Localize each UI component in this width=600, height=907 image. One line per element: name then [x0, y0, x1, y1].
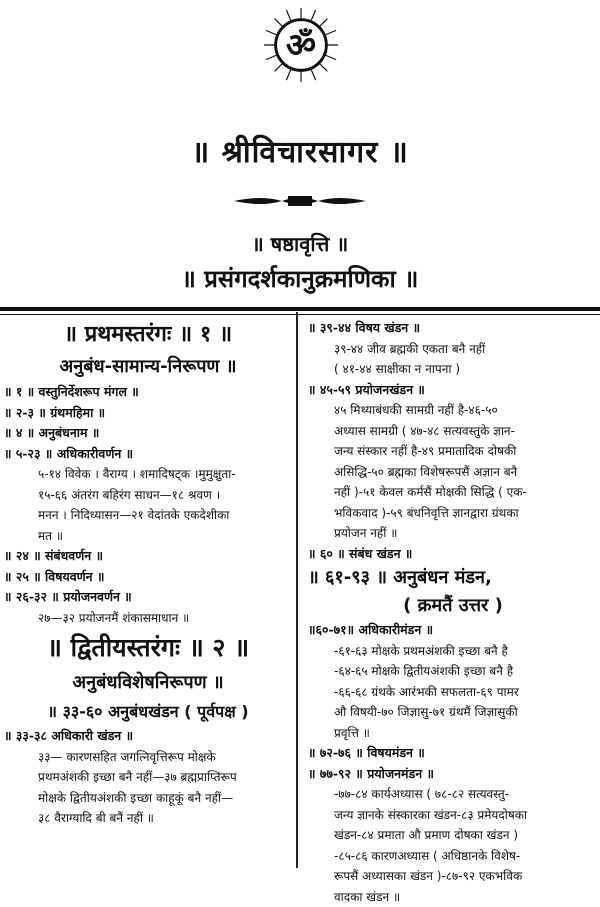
toc-entry: ॥ ७७-९२ ॥ प्रयोजनमंडन ॥	[308, 764, 598, 785]
column-divider	[296, 312, 298, 868]
toc-detail: खंडन-८४ प्रमाता औ प्रमाण दोषका खंडन )	[308, 825, 598, 846]
om-symbol: ॐ	[286, 26, 316, 65]
toc-detail: २७—३२ प्रयोजनमैं शंकासमाधान ॥	[4, 608, 292, 629]
toc-entry: ॥६०-७१॥ अधिकारीमंडन ॥	[308, 620, 598, 641]
toc-entry: ॥ ५-२३ ॥ अधिकारीवर्णन ॥	[4, 444, 292, 465]
header-rule-thick	[0, 307, 600, 311]
toc-detail: ३८ वैराग्यादि बी बनैं नहीं ॥	[4, 808, 292, 829]
toc-detail: वादका खंडन ॥	[308, 887, 598, 907]
toc-detail: -६६-६८ ग्रंथके आरंभकी सफलता-६९ पामर	[308, 682, 598, 703]
toc-detail: जन्य संस्कार नहीं है-४९ प्रमातादिक दोषकी	[308, 441, 598, 462]
toc-entry: ॥ १ ॥ वस्तुनिर्देशरूप मंगल ॥	[4, 382, 292, 403]
toc-detail: प्रयोजन नहीं ॥	[308, 523, 598, 544]
toc-entry: ॥ २-३ ॥ ग्रंथमहिमा ॥	[4, 403, 292, 424]
toc-detail: मत ॥	[4, 526, 292, 547]
toc-title: ॥ प्रसंगदर्शकानुक्रमणिका ॥	[0, 262, 600, 295]
edition-label: ॥ षष्ठावृत्ति ॥	[0, 230, 600, 257]
toc-entry: ॥ ६० ॥ संबंध खंडन ॥	[308, 544, 598, 565]
toc-detail: ४५ मिथ्याबंधकी सामग्री नहीं है-४६-५०	[308, 400, 598, 421]
toc-entry: ॥ ७२-७६ ॥ विषयमंडन ॥	[308, 743, 598, 764]
chapter-heading: ॥ द्वितीयस्तरंगः ॥ २ ॥	[4, 628, 292, 668]
toc-detail: रूपसैं अध्यासका खंडन )-८७-९२ एकभविक	[308, 866, 598, 887]
toc-entry: ॥ २६-३२ ॥ प्रयोजनवर्णन ॥	[4, 587, 292, 608]
toc-detail: -६४-६५ मोक्षके द्वितीयअंशकी इच्छा बनै है	[308, 661, 598, 682]
toc-detail: असिद्धि-५० ब्रह्मका विशेषरूपसैं अज्ञान बनै	[308, 462, 598, 483]
header-rule-thin	[0, 314, 600, 315]
toc-entry: ॥ ४ ॥ अनुबंधनाम ॥	[4, 423, 292, 444]
toc-detail: औ विषयी-७० जिज्ञासु-७१ ग्रंथमैं जिज्ञासुकी	[308, 702, 598, 723]
section-heading: ॥ ६१-९३ ॥ अनुबंधन मंडन,	[308, 564, 598, 592]
toc-detail: अध्यास सामग्री ( ४७-४८ सत्यवस्तुके ज्ञान-	[308, 421, 598, 442]
right-column	[308, 318, 598, 907]
section-subtitle: ( क्रमतैं उत्तर )	[308, 592, 598, 620]
toc-entry: ॥ ३९-४४ विषय खंडन ॥	[308, 318, 598, 339]
om-emblem	[262, 6, 340, 84]
toc-entry: ॥ २५ ॥ विषयवर्णन ॥	[4, 567, 292, 588]
toc-detail: जन्य ज्ञानके संस्कारका खंडन-८३ प्रमेयदोषका	[308, 805, 598, 826]
toc-detail: -८५-८६ कारणअध्यास ( अधिष्ठानके विशेष-	[308, 846, 598, 867]
book-title: ॥ श्रीविचारसागर ॥	[0, 130, 600, 171]
chapter-subtitle: अनुबंधविशेषनिरूपण ॥	[4, 668, 292, 698]
left-column	[4, 318, 292, 829]
toc-entry: ॥ ४५-५९ प्रयोजनखंडन ॥	[308, 380, 598, 401]
toc-detail: ३९-४४ जीव ब्रह्मकी एकता बनै नहीं	[308, 339, 598, 360]
toc-entry: ॥ ३३-३८ अधिकारी खंडन ॥	[4, 726, 292, 747]
toc-detail: -७७-८४ कार्यअध्यास ( ७८-८२ सत्यवस्तु-	[308, 784, 598, 805]
toc-detail: मोक्षके द्वितीयअंशकी इच्छा काहूकूं बनै नहीं—	[4, 788, 292, 809]
chapter-subtitle: अनुबंध-सामान्य-निरूपण ॥	[4, 352, 292, 382]
ornament-divider	[232, 192, 368, 210]
toc-detail: मनन । निदिध्यासन—२१ वेदांतके एकदेशीका	[4, 505, 292, 526]
toc-detail: ५-१४ विवेक । वैराग्य । शमादिषट्क ।मुमुक्षुता-	[4, 464, 292, 485]
toc-detail: ( ४१-४४ साक्षीका न नापना )	[308, 359, 598, 380]
toc-detail: १५-६६ अंतरंग बहिरंग साधन—१८ श्रवण ।	[4, 485, 292, 506]
chapter-heading: ॥ प्रथमस्तरंगः ॥ १ ॥	[4, 318, 292, 352]
section-heading: ॥ ३३-६० अनुबंधखंडन ( पूर्वपक्ष )	[4, 698, 292, 726]
toc-detail: प्रवृत्ति ॥	[308, 723, 598, 744]
toc-detail: भविकवाद )-५९ बंधनिवृत्ति ज्ञानद्वारा ग्रंथका	[308, 503, 598, 524]
toc-detail: नहीं )-५१ केवल कर्मसैं मोक्षकी सिद्धि ( एक-	[308, 482, 598, 503]
toc-entry: ॥ २४ ॥ संबंधवर्णन ॥	[4, 546, 292, 567]
toc-detail: -६१-६३ मोक्षके प्रथमअंशकी इच्छा बनै है	[308, 641, 598, 662]
toc-detail: प्रथमअंशकी इच्छा बनै नहीं—३७ ब्रह्मप्राप्तिरूप	[4, 767, 292, 788]
toc-detail: ३३— कारणसहित जगत्निवृत्तिरूप मोक्षके	[4, 747, 292, 768]
